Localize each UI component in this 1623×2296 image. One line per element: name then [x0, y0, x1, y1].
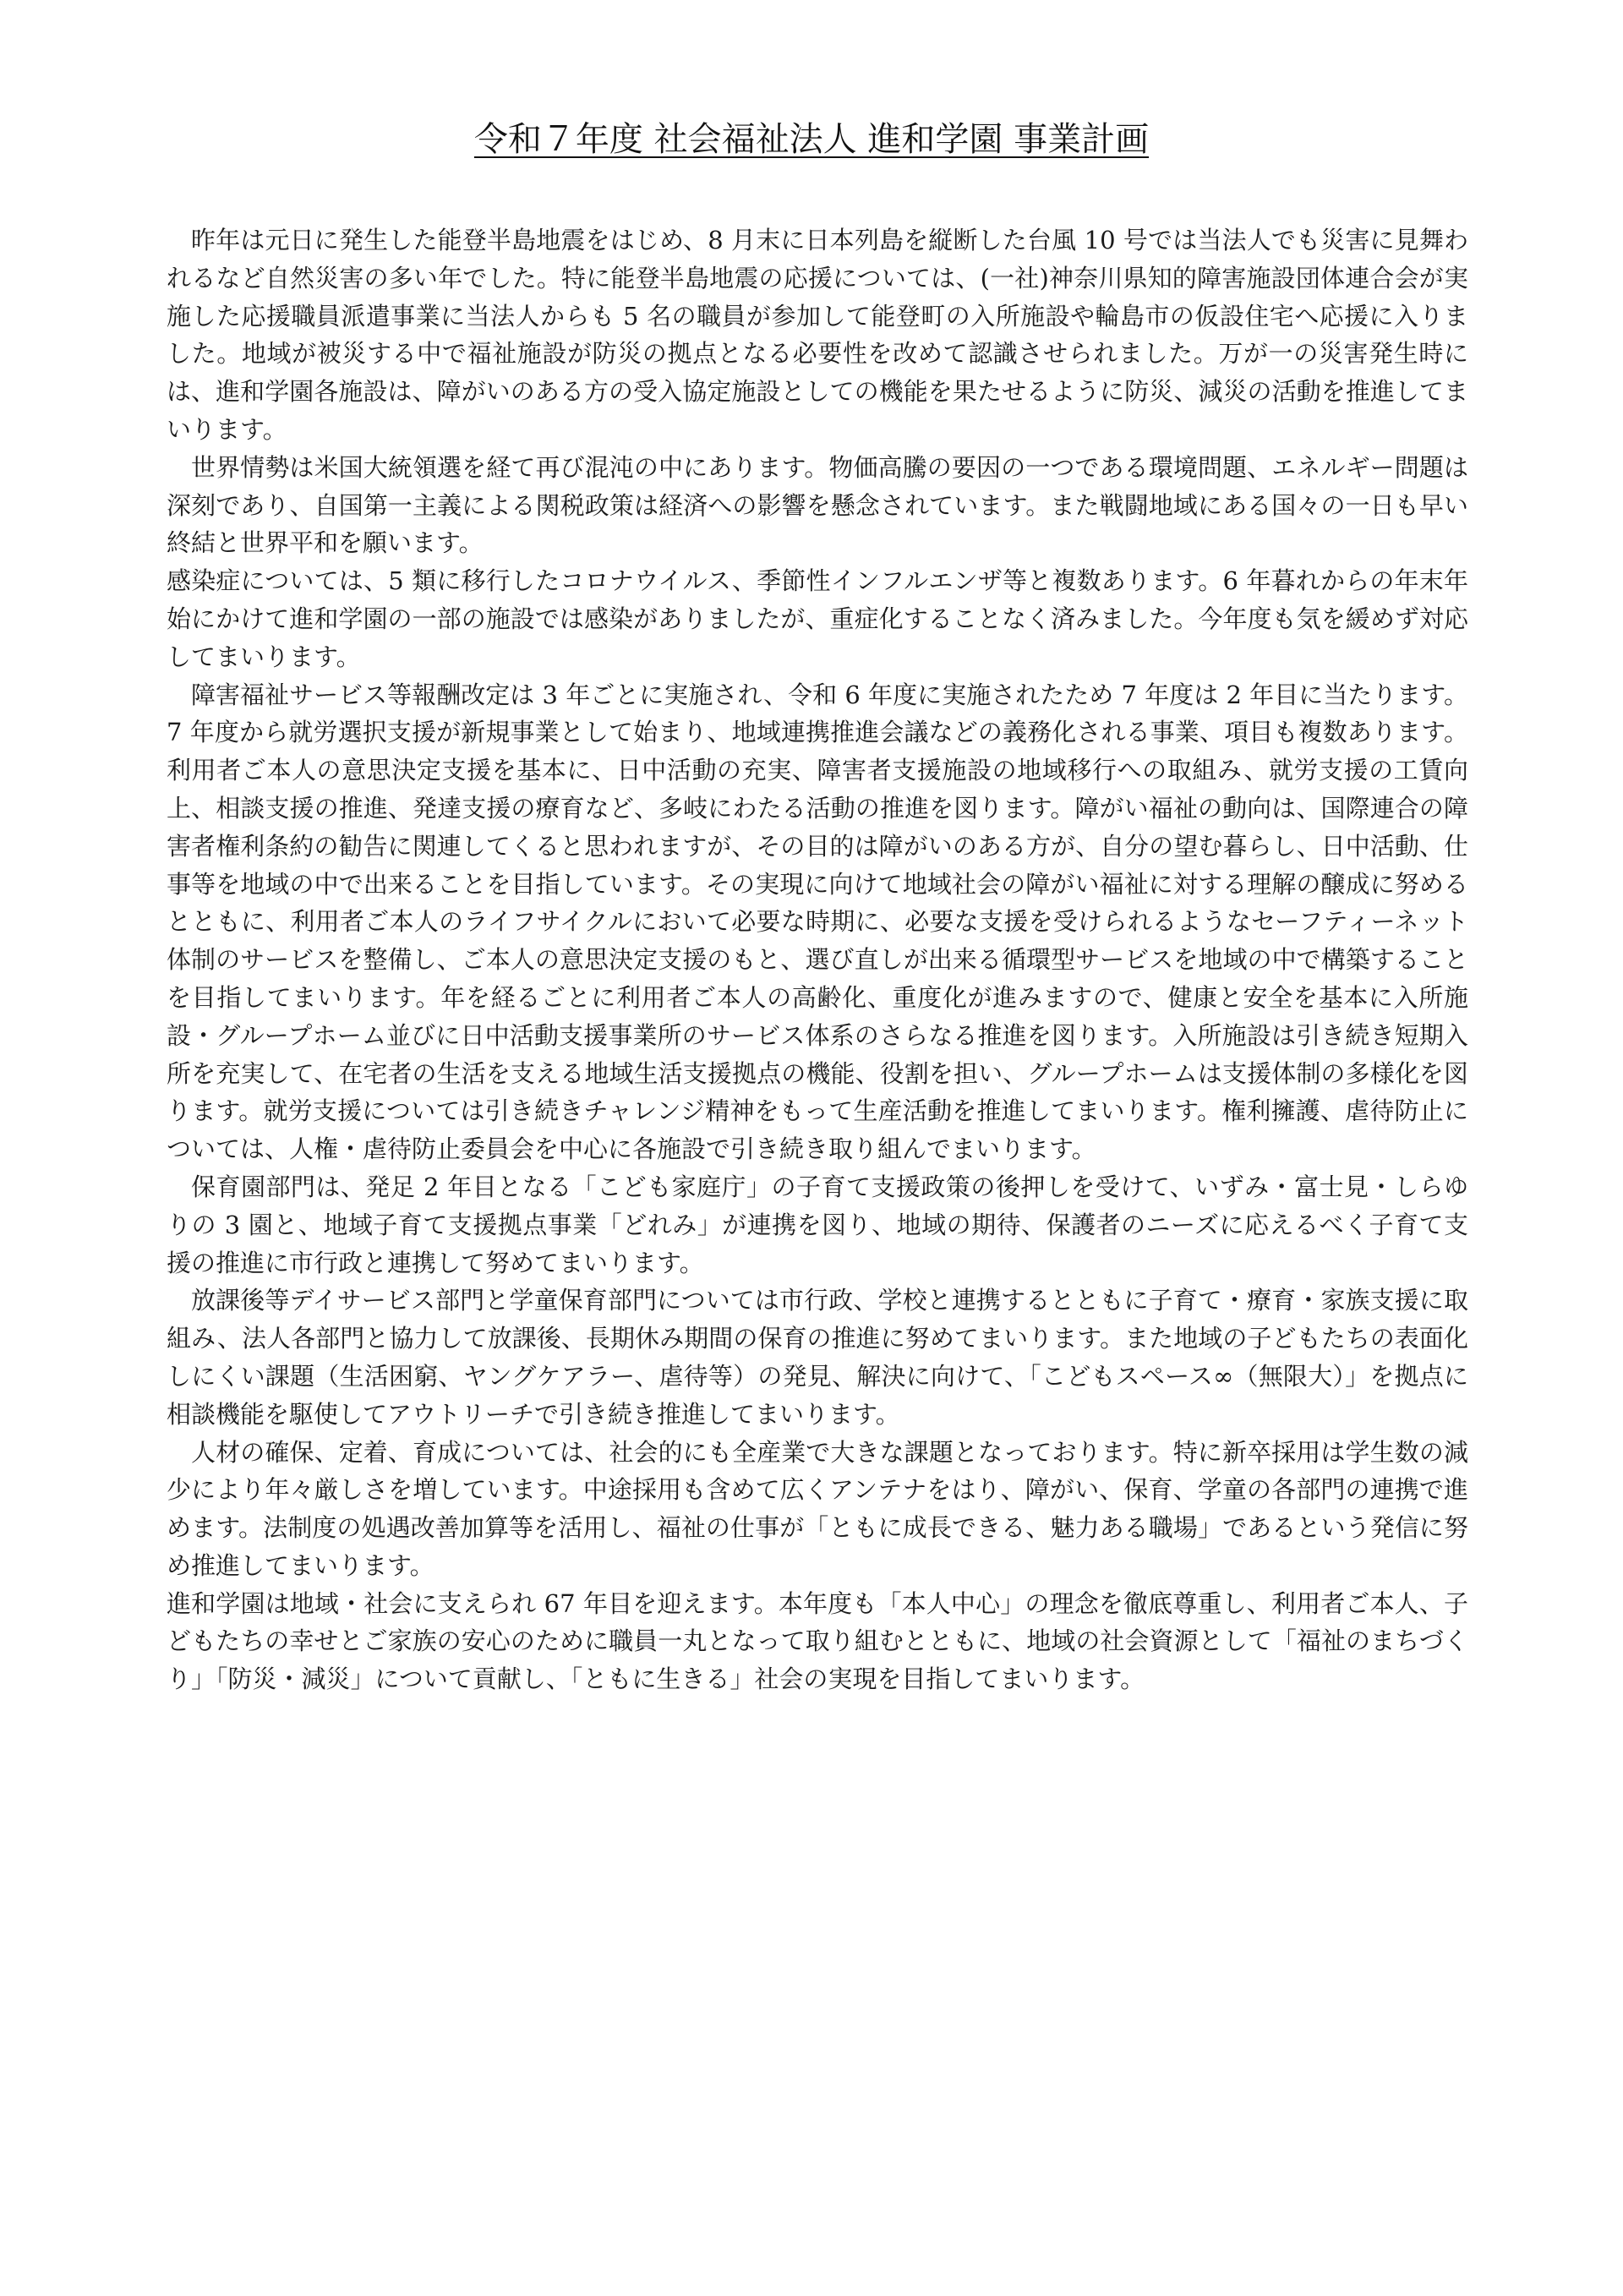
- document-body: [167, 221, 1468, 1698]
- paragraph-closing: 進和学園は地域・社会に支えられ 67 年目を迎えます。本年度も「本人中心」の理念を徹底尊重し、利用者ご本人、子どもたちの幸せとご家族の安心のために職員一丸となって取り組むとともに、地域の社会資源として「福祉のまちづくり」「防災・減災」について貢献し、「ともに生きる」社会の実現を目指してまいります。: [167, 1588, 1468, 1694]
- paragraph-disaster: 昨年は元日に発生した能登半島地震をはじめ、8 月末に日本列島を縦断した台風 10 号では当法人でも災害に見舞われるなど自然災害の多い年でした。特に能登半島地震の応援については、(一社)神奈川県知的障害施設団体連合会が実施した応援職員派遣事業に当法人からも 5 名の職員が参加して能登町の入所施設や輪島市の仮設住宅へ応援に入りました。地域が被災する中で福祉施設が防災の拠点となる必要性を改めて認識させられました。万が一の災害発生時には、進和学園各施設は、障がいのある方の受入協定施設としての機能を果たせるように防災、減災の活動を推進してまいります。: [167, 226, 1468, 444]
- document-title-container: [0, 117, 1623, 162]
- paragraph-infectious-disease: 感染症については、5 類に移行したコロナウイルス、季節性インフルエンザ等と複数あります。6 年暮れからの年末年始にかけて進和学園の一部の施設では感染がありましたが、重症化することなく済みました。今年度も気を緩めず対応してまいります。: [167, 566, 1468, 671]
- document-title: 令和７年度 社会福祉法人 進和学園 事業計画: [473, 120, 1150, 159]
- paragraph-world-affairs: 世界情勢は米国大統領選を経て再び混沌の中にあります。物価高騰の要因の一つである環境問題、エネルギー問題は深刻であり、自国第一主義による関税政策は経済への影響を懸念されています。また戦闘地域にある国々の一日も早い終結と世界平和を願います。: [167, 452, 1468, 558]
- paragraph-after-school: 放課後等デイサービス部門と学童保育部門については市行政、学校と連携するとともに子育て・療育・家族支援に取組み、法人各部門と協力して放課後、長期休み期間の保育の推進に努めてまいります。また地域の子どもたちの表面化しにくい課題（生活困窮、ヤングケアラー、虐待等）の発見、解決に向けて、「こどもスペース∞（無限大）」を拠点に相談機能を駆使してアウトリーチで引き続き推進してまいります。: [167, 1286, 1468, 1429]
- paragraph-nursery: 保育園部門は、発足 2 年目となる「こども家庭庁」の子育て支援政策の後押しを受けて、いずみ・富士見・しらゆりの 3 園と、地域子育て支援拠点事業「どれみ」が連携を図り、地域の期待、保護者のニーズに応えるべく子育て支援の推進に市行政と連携して努めてまいります。: [167, 1172, 1468, 1277]
- paragraph-disability-welfare: 障害福祉サービス等報酬改定は 3 年ごとに実施され、令和 6 年度に実施されたため 7 年度は 2 年目に当たります。7 年度から就労選択支援が新規事業として始まり、地域連携推進会議などの義務化される事業、項目も複数あります。利用者ご本人の意思決定支援を基本に、日中活動の充実、障害者支援施設の地域移行への取組み、就労支援の工賃向上、相談支援の推進、発達支援の療育など、多岐にわたる活動の推進を図ります。障がい福祉の動向は、国際連合の障害者権利条約の勧告に関連してくると思われますが、その目的は障がいのある方が、自分の望む暮らし、日中活動、仕事等を地域の中で出来ることを目指しています。その実現に向けて地域社会の障がい福祉に対する理解の醸成に努めるとともに、利用者ご本人のライフサイクルにおいて必要な時期に、必要な支援を受けられるようなセーフティーネット体制のサービスを整備し、ご本人の意思決定支援のもと、選び直しが出来る循環型サービスを地域の中で構築することを目指してまいります。年を経るごとに利用者ご本人の高齢化、重度化が進みますので、健康と安全を基本に入所施設・グループホーム並びに日中活動支援事業所のサービス体系のさらなる推進を図ります。入所施設は引き続き短期入所を充実して、在宅者の生活を支える地域生活支援拠点の機能、役割を担い、グループホームは支援体制の多様化を図ります。就労支援については引き続きチャレンジ精神をもって生産活動を推進してまいります。権利擁護、虐待防止については、人権・虐待防止委員会を中心に各施設で引き続き取り組んでまいります。: [167, 680, 1468, 1164]
- paragraph-human-resources: 人材の確保、定着、育成については、社会的にも全産業で大きな課題となっております。特に新卒採用は学生数の減少により年々厳しさを増しています。中途採用も含めて広くアンテナをはり、障がい、保育、学童の各部門の連携で進めます。法制度の処遇改善加算等を活用し、福祉の仕事が「ともに成長できる、魅力ある職場」であるという発信に努め推進してまいります。: [167, 1437, 1468, 1580]
